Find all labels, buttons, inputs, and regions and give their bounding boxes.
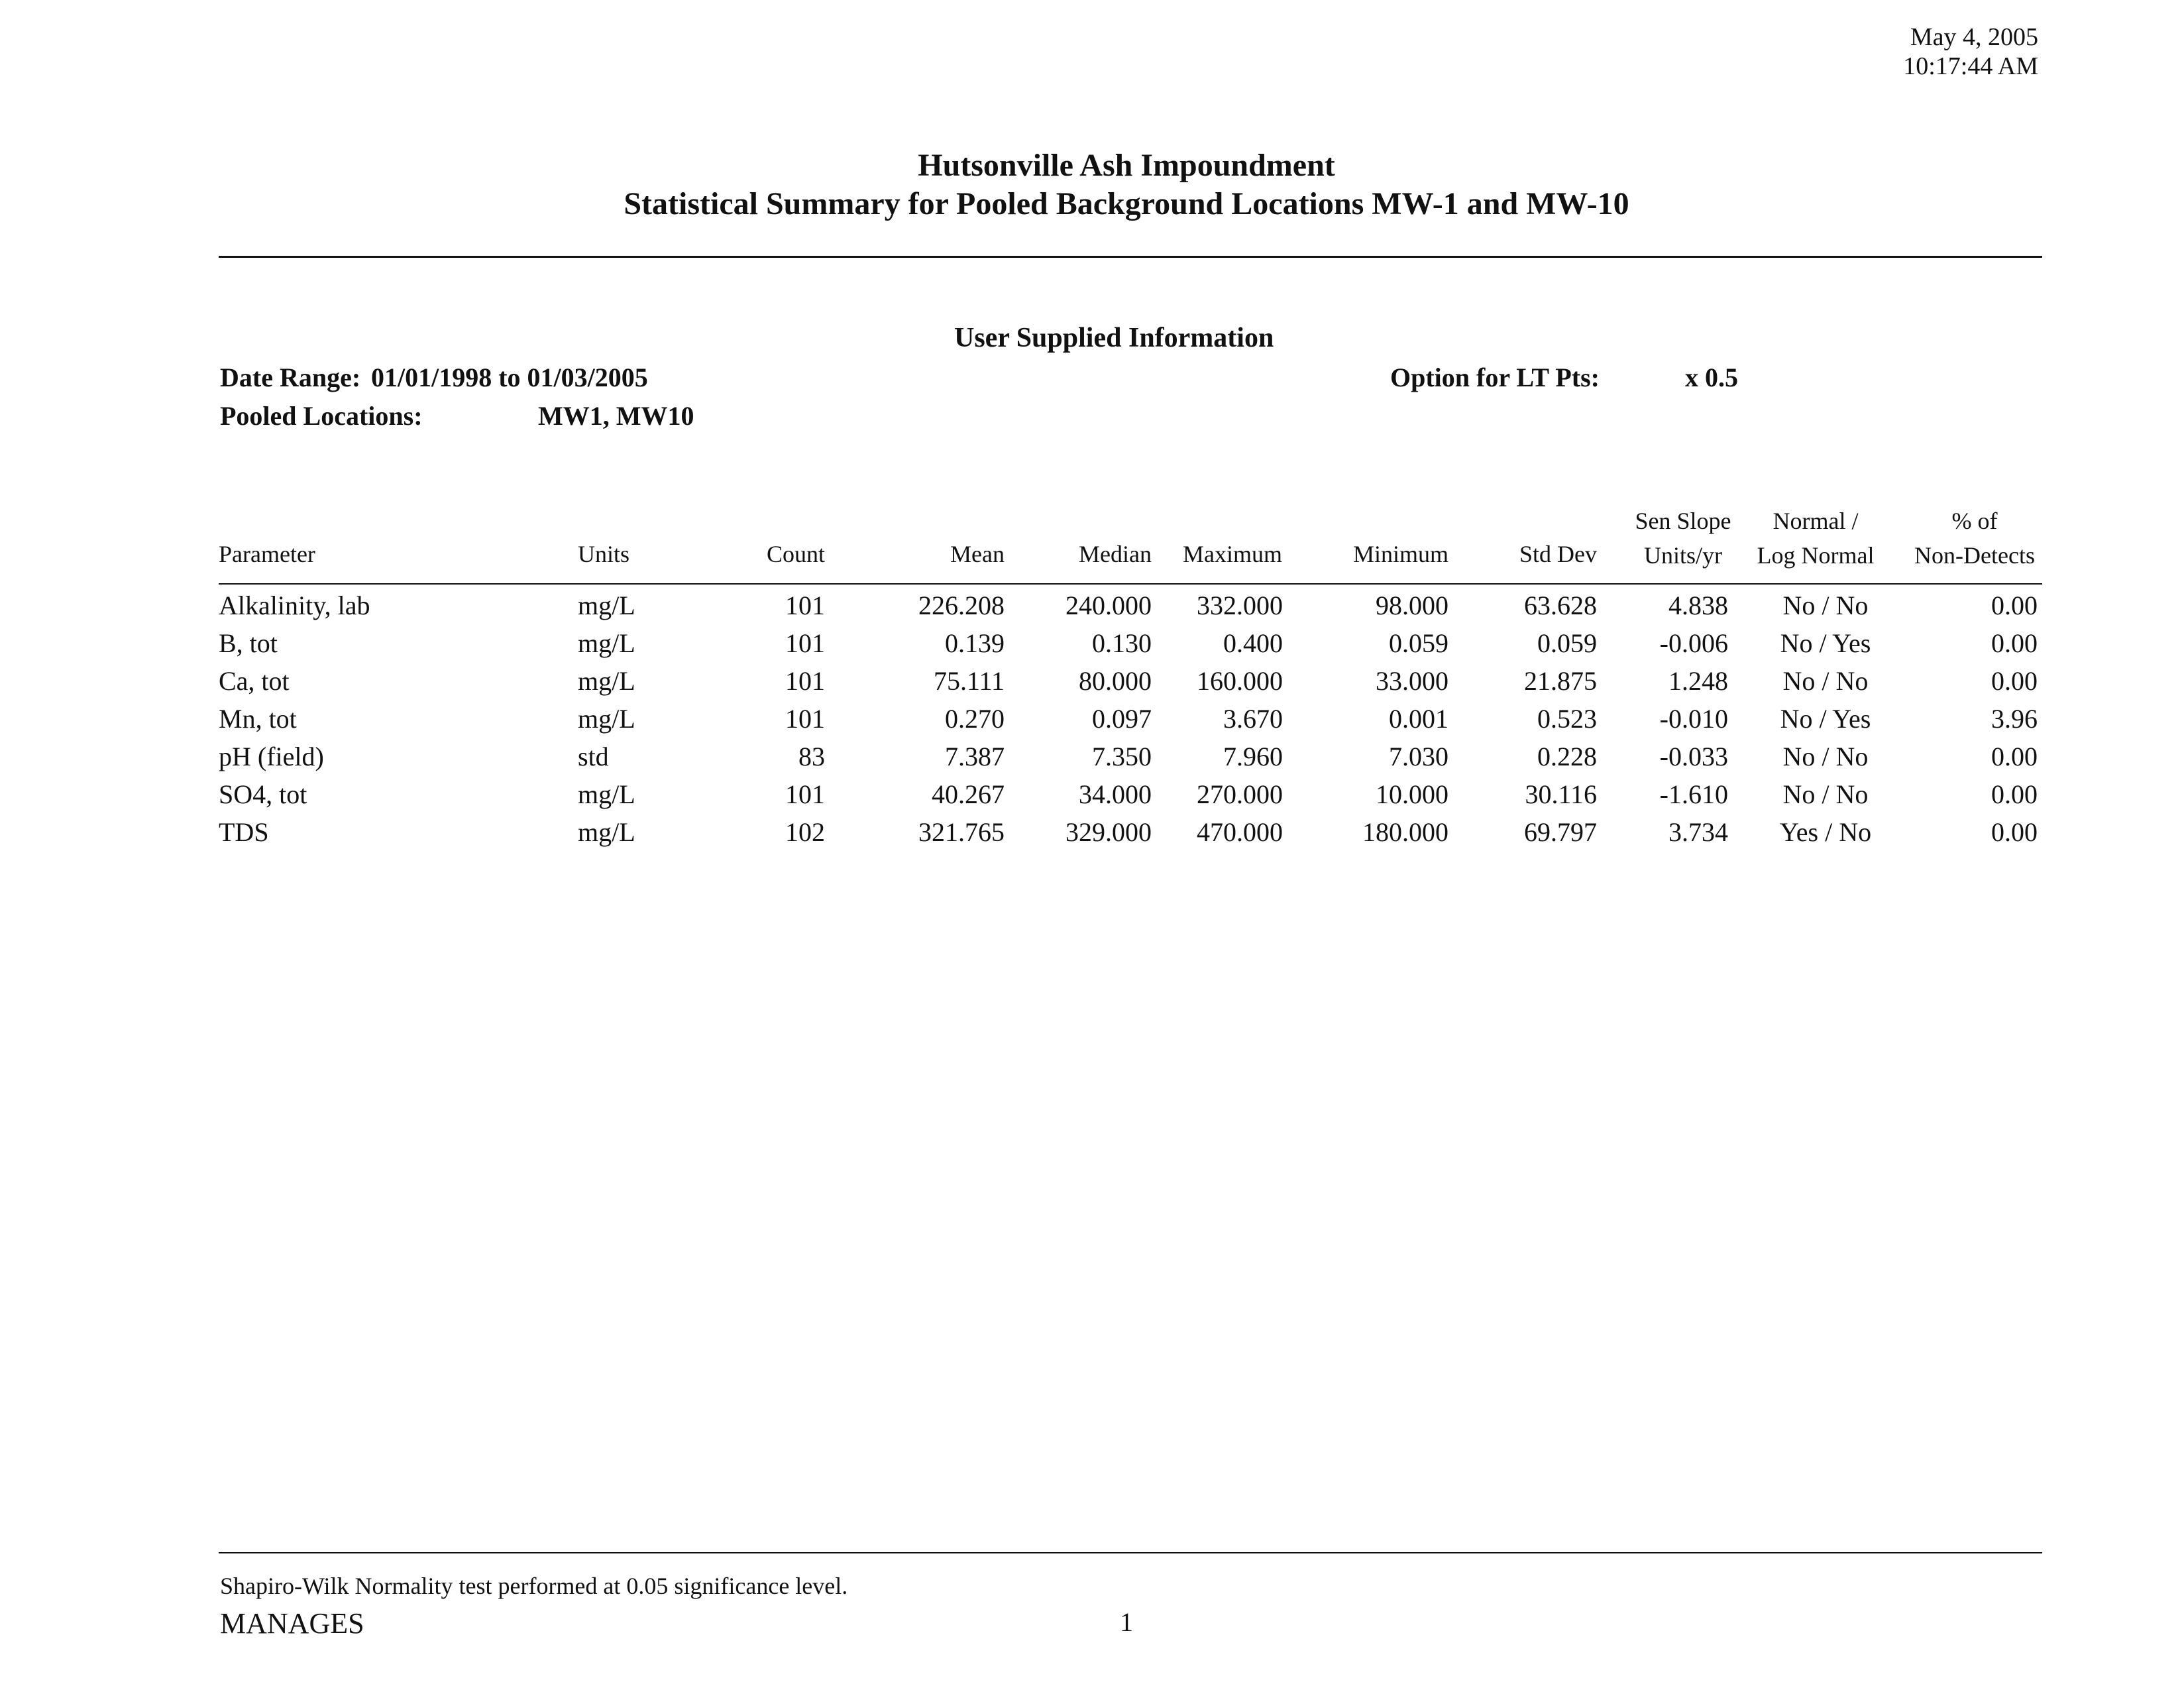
cell-mean: 7.387 [945, 742, 1005, 771]
cell-count: 83 [798, 742, 825, 771]
cell-sen-slope: -0.033 [1659, 742, 1728, 771]
cell-count: 101 [785, 628, 825, 658]
cell-minimum: 98.000 [1376, 590, 1448, 620]
cell-minimum: 180.000 [1362, 817, 1448, 847]
pooled-locations-label: Pooled Locations: [220, 401, 423, 431]
cell-maximum: 160.000 [1197, 666, 1283, 696]
cell-minimum: 7.030 [1389, 742, 1448, 771]
cell-units: mg/L [578, 628, 635, 658]
table-row [0, 816, 2184, 854]
cell-units: std [578, 742, 609, 771]
cell-median: 80.000 [1079, 666, 1152, 696]
cell-maximum: 0.400 [1223, 628, 1283, 658]
col-header-maximum: Maximum [1183, 541, 1282, 567]
col-header-normality [1749, 504, 1882, 573]
col-header-units: Units [578, 541, 630, 567]
cell-non-detects: 0.00 [1991, 590, 2038, 620]
col-header-non-detects-line2: Non-Detects [1914, 542, 2035, 569]
date-range-value: 01/01/1998 to 01/03/2005 [371, 363, 648, 392]
cell-non-detects: 0.00 [1991, 742, 2038, 771]
cell-median: 0.097 [1092, 704, 1152, 734]
cell-normality: No / No [1782, 779, 1869, 809]
cell-maximum: 332.000 [1197, 590, 1283, 620]
cell-std-dev: 0.523 [1537, 704, 1597, 734]
cell-units: mg/L [578, 704, 635, 734]
cell-units: mg/L [578, 779, 635, 809]
col-header-sen-slope [1617, 504, 1749, 573]
cell-sen-slope: 4.838 [1668, 590, 1728, 620]
cell-std-dev: 30.116 [1525, 779, 1597, 809]
cell-parameter: B, tot [219, 628, 278, 658]
bottom-divider [219, 1552, 2042, 1553]
cell-count: 102 [785, 817, 825, 847]
table-row [0, 665, 2184, 702]
cell-minimum: 0.059 [1389, 628, 1448, 658]
cell-units: mg/L [578, 590, 635, 620]
footnote: Shapiro-Wilk Normality test performed at 0.05 significance level. [220, 1573, 848, 1599]
cell-normality: No / Yes [1780, 704, 1871, 734]
col-header-non-detects-line1: % of [1951, 508, 1998, 534]
lt-option-label: Option for LT Pts: [1390, 363, 1600, 392]
date-range-label: Date Range: [220, 363, 361, 392]
table-row [0, 741, 2184, 778]
cell-std-dev: 0.059 [1537, 628, 1597, 658]
cell-count: 101 [785, 590, 825, 620]
page-number: 1 [1120, 1607, 1133, 1637]
top-divider [219, 256, 2042, 258]
cell-normality: No / Yes [1780, 628, 1871, 658]
cell-std-dev: 63.628 [1524, 590, 1597, 620]
cell-normality: Yes / No [1779, 817, 1872, 847]
cell-mean: 75.111 [933, 666, 1005, 696]
cell-mean: 321.765 [918, 817, 1005, 847]
cell-median: 7.350 [1092, 742, 1152, 771]
cell-parameter: SO4, tot [219, 779, 307, 809]
cell-minimum: 0.001 [1389, 704, 1448, 734]
col-header-median: Median [1079, 541, 1152, 567]
cell-normality: No / No [1782, 742, 1869, 771]
cell-mean: 0.139 [945, 628, 1005, 658]
cell-std-dev: 0.228 [1537, 742, 1597, 771]
cell-mean: 226.208 [918, 590, 1005, 620]
report-subtitle: Statistical Summary for Pooled Background Locations MW-1 and MW-10 [624, 186, 1629, 221]
software-name: MANAGES [220, 1607, 364, 1640]
cell-units: mg/L [578, 666, 635, 696]
cell-median: 329.000 [1065, 817, 1152, 847]
cell-parameter: TDS [219, 817, 269, 847]
cell-parameter: Alkalinity, lab [219, 590, 370, 620]
cell-non-detects: 0.00 [1991, 628, 2038, 658]
col-header-std-dev: Std Dev [1519, 541, 1597, 567]
cell-sen-slope: -0.006 [1659, 628, 1728, 658]
cell-median: 0.130 [1092, 628, 1152, 658]
cell-median: 240.000 [1065, 590, 1152, 620]
cell-std-dev: 69.797 [1524, 817, 1597, 847]
cell-count: 101 [785, 666, 825, 696]
col-header-sen-slope-line2: Units/yr [1643, 542, 1722, 569]
cell-maximum: 270.000 [1197, 779, 1283, 809]
cell-sen-slope: 3.734 [1668, 817, 1728, 847]
cell-normality: No / No [1782, 666, 1869, 696]
cell-non-detects: 0.00 [1991, 666, 2038, 696]
cell-non-detects: 0.00 [1991, 817, 2038, 847]
cell-count: 101 [785, 779, 825, 809]
lt-option-value: x 0.5 [1685, 363, 1738, 392]
col-header-mean: Mean [950, 541, 1005, 567]
table-row [0, 628, 2184, 665]
report-timestamp [1903, 23, 2038, 81]
cell-parameter: Ca, tot [219, 666, 290, 696]
user-info-heading: User Supplied Information [954, 323, 1274, 353]
cell-maximum: 470.000 [1197, 817, 1283, 847]
cell-count: 101 [785, 704, 825, 734]
header-divider [219, 583, 2042, 585]
cell-parameter: Mn, tot [219, 704, 297, 734]
col-header-parameter: Parameter [219, 541, 315, 567]
col-header-normality-line2: Log Normal [1757, 542, 1875, 569]
col-header-non-detects [1902, 504, 2048, 573]
report-date: May 4, 2005 [1910, 23, 2038, 51]
cell-median: 34.000 [1079, 779, 1152, 809]
cell-maximum: 3.670 [1223, 704, 1283, 734]
cell-std-dev: 21.875 [1524, 666, 1597, 696]
cell-units: mg/L [578, 817, 635, 847]
cell-mean: 40.267 [932, 779, 1005, 809]
cell-sen-slope: 1.248 [1668, 666, 1728, 696]
col-header-count: Count [766, 541, 825, 567]
cell-non-detects: 3.96 [1991, 704, 2038, 734]
col-header-minimum: Minimum [1352, 541, 1448, 567]
table-row [0, 703, 2184, 740]
table-row [0, 590, 2184, 627]
cell-parameter: pH (field) [219, 742, 324, 771]
cell-minimum: 33.000 [1376, 666, 1448, 696]
table-row [0, 779, 2184, 816]
cell-sen-slope: -0.010 [1659, 704, 1728, 734]
pooled-locations-value: MW1, MW10 [538, 401, 694, 431]
cell-normality: No / No [1782, 590, 1869, 620]
cell-maximum: 7.960 [1223, 742, 1283, 771]
col-header-sen-slope-line1: Sen Slope [1635, 508, 1731, 534]
report-title: Hutsonville Ash Impoundment [918, 148, 1335, 183]
cell-sen-slope: -1.610 [1659, 779, 1728, 809]
report-time: 10:17:44 AM [1903, 52, 2038, 80]
cell-mean: 0.270 [945, 704, 1005, 734]
col-header-normality-line1: Normal / [1773, 508, 1859, 534]
cell-minimum: 10.000 [1376, 779, 1448, 809]
cell-non-detects: 0.00 [1991, 779, 2038, 809]
